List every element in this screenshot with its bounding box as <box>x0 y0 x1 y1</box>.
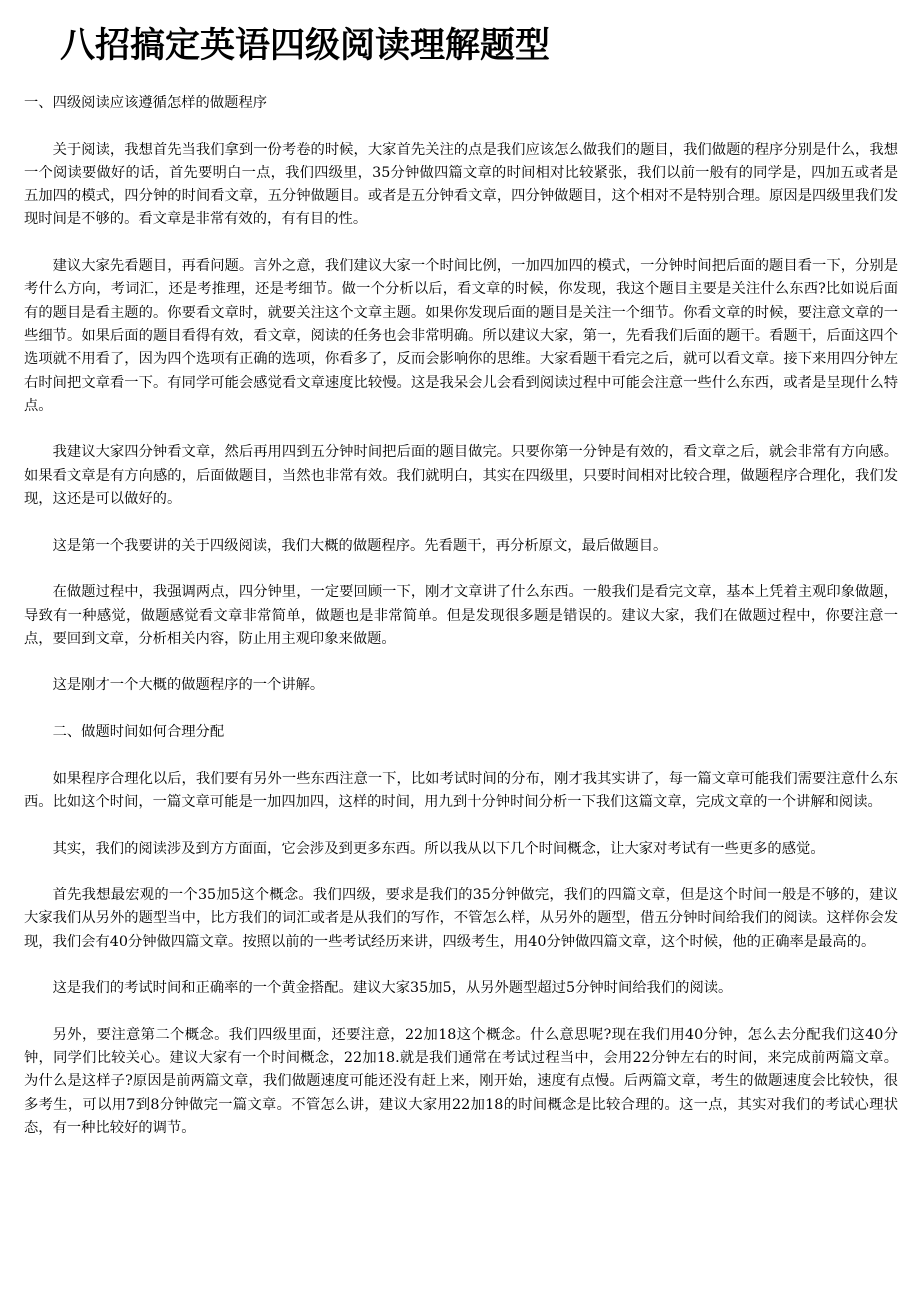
paragraph: 首先我想最宏观的一个35加5这个概念。我们四级，要求是我们的35分钟做完，我们的四篇文章，但是这个时间一般是不够的，建议大家我们从另外的题型当中，比方我们的词汇或者是从我们的写作，不管怎么样，从另外的题型，借五分钟时间给我们的阅读。这样你会发现，我们会有40分钟做四篇文章。按照以前的一些考试经历来讲，四级考生，用40分钟做四篇文章，这个时候，他的正确率是最高的。 <box>24 887 898 950</box>
paragraph: 这是第一个我要讲的关于四级阅读，我们大概的做题程序。先看题干，再分析原文，最后做题目。 <box>52 537 668 554</box>
paragraph: 在做题过程中，我强调两点，四分钟里，一定要回顾一下，刚才文章讲了什么东西。一般我们是看完文章，基本上凭着主观印象做题，导致有一种感觉，做题感觉看文章非常简单，做题也是非常简单。但是发现很多题是错误的。建议大家，我们在做题过程中，你要注意一点，要回到文章，分析相关内容，防止用主观印象来做题。 <box>24 584 898 647</box>
document-title: 八招搞定英语四级阅读理解题型 <box>60 26 551 66</box>
paragraph: 这是刚才一个大概的做题程序的一个讲解。 <box>52 677 325 694</box>
paragraph: 这是我们的考试时间和正确率的一个黄金搭配。建议大家35加5，从另外题型超过5分钟时间给我们的阅读。 <box>52 980 733 997</box>
paragraph: 关于阅读，我想首先当我们拿到一份考卷的时候，大家首先关注的点是我们应该怎么做我们的题目，我们做题的程序分别是什么，我想一个阅读要做好的话，首先要明白一点，我们四级里，35分钟做四篇文章的时间相对比较紧张，我们以前一般有的同学是，四加五或者是五加四的模式，四分钟的时间看文章，五分钟做题目。或者是五分钟看文章，四分钟做题目，这个相对不是特别合理。原因是四级里我们发现时间是不够的。看文章是非常有效的，有有目的性。 <box>24 141 898 228</box>
paragraph: 另外，要注意第二个概念。我们四级里面，还要注意，22加18这个概念。什么意思呢?现在我们用40分钟，怎么去分配我们这40分钟，同学们比较关心。建议大家有一个时间概念，22加18.就是我们通常在考试过程当中，会用22分钟左右的时间，来完成前两篇文章。为什么是这样子?原因是前两篇文章，我们做题速度可能还没有赶上来，刚开始，速度有点慢。后两篇文章，考生的做题速度会比较快，很多考生，可以用7到8分钟做完一篇文章。不管怎么讲，建议大家用22加18的时间概念是比较合理的。这一点，其实对我们的考试心理状态，有一种比较好的调节。 <box>24 1026 898 1137</box>
paragraph: 如果程序合理化以后，我们要有另外一些东西注意一下，比如考试时间的分布，刚才我其实讲了，每一篇文章可能我们需要注意什么东西。比如这个时间，一篇文章可能是一加四加四，这样的时间，用九到十分钟时间分析一下我们这篇文章，完成文章的一个讲解和阅读。 <box>24 770 898 810</box>
paragraph: 我建议大家四分钟看文章，然后再用四到五分钟时间把后面的题目做完。只要你第一分钟是有效的，看文章之后，就会非常有方向感。如果看文章是有方向感的，后面做题目，当然也非常有效。我们就明白，其实在四级里，只要时间相对比较合理，做题程序合理化，我们发现，这还是可以做好的。 <box>24 444 898 508</box>
section-heading-2: 二、做题时间如何合理分配 <box>52 724 225 741</box>
section-heading-1: 一、四级阅读应该遵循怎样的做题程序 <box>24 95 268 111</box>
document-body <box>24 92 898 1140</box>
paragraph: 建议大家先看题目，再看问题。言外之意，我们建议大家一个时间比例，一加四加四的模式，一分钟时间把后面的题目看一下，分别是考什么方向，考词汇，还是考推理，还是考细节。做一个分析以后，看文章的时候，你发现，我这个题目主要是关注什么东西?比如说后面有的题目是看主题的。你要看文章时，就要关注这个文章主题。如果你发现后面的题目是关注一个细节。你看文章的时候，要注意文章的一些细节。如果后面的题目看得有效，看文章，阅读的任务也会非常明确。所以建议大家，第一，先看我们后面的题干。看题干，后面这四个选项就不用看了，因为四个选项有正确的选项，你看多了，反而会影响你的思维。大家看题干看完之后，就可以看文章。接下来用四分钟左右时间把文章看一下。有同学可能会感觉看文章速度比较慢。这是我呆会儿会看到阅读过程中可能会注意一些什么东西，或者是呈现什么特点。 <box>24 258 898 414</box>
paragraph: 其实，我们的阅读涉及到方方面面，它会涉及到更多东西。所以我从以下几个时间概念，让大家对考试有一些更多的感觉。 <box>52 840 825 857</box>
